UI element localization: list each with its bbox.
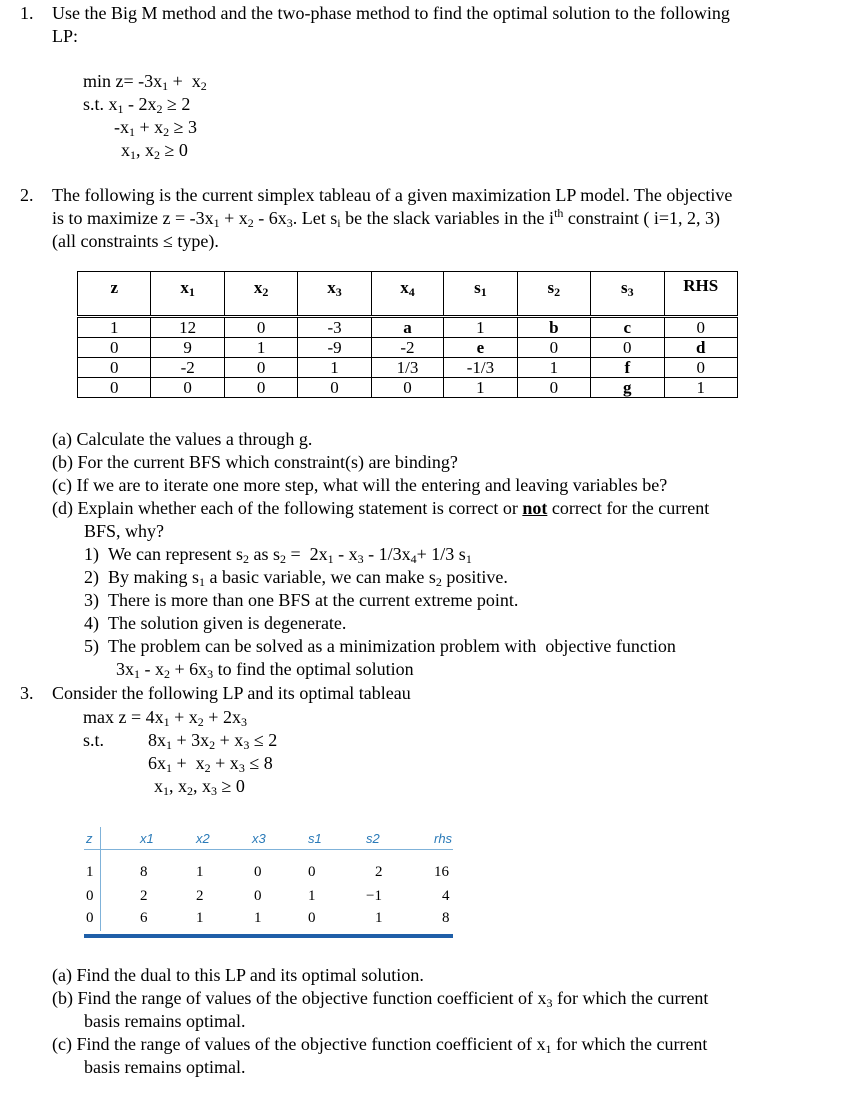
cell-unknown-a: a — [371, 317, 443, 338]
t2-header-x3: x3 — [252, 831, 266, 846]
q2-statement-5-line2: $3x_1 - x_2 + 6x_3$ to find the optimal solution — [116, 659, 414, 681]
q2-line1: The following is the current simplex tableau of a given maximization LP model. The objective — [52, 185, 733, 205]
tableau-row — [78, 358, 738, 378]
t2-header-rule — [84, 849, 453, 850]
t2-cell: 0 — [86, 910, 94, 926]
cell: -9 — [298, 338, 371, 358]
cell: 12 — [151, 317, 224, 338]
cell: 1 — [664, 378, 738, 398]
t2-header-s2: s2 — [366, 831, 380, 846]
tableau-row — [78, 317, 738, 338]
q1-text-line1: Use the Big M method and the two-phase method to find the optimal solution to the following — [52, 3, 730, 23]
cell: 0 — [224, 378, 297, 398]
t2-cell: 2 — [375, 864, 383, 880]
cell-unknown-b: b — [517, 317, 590, 338]
t2-header-x1: x1 — [140, 831, 154, 846]
cell: 1 — [444, 317, 517, 338]
q2-part-c: (c) If we are to iterate one more step, what will the entering and leaving variables be? — [52, 475, 668, 495]
t2-z-column-rule — [100, 827, 101, 931]
header-s2: $s_2$ — [517, 272, 590, 317]
header-rhs: RHS — [664, 272, 738, 317]
header-x3: $x_3$ — [298, 272, 371, 317]
q3-part-c-line2: basis remains optimal. — [84, 1057, 246, 1077]
tableau-row — [78, 378, 738, 398]
q2-part-d-line2: BFS, why? — [84, 521, 165, 541]
cell: 1 — [224, 338, 297, 358]
t2-cell: 8 — [140, 864, 148, 880]
cell: 0 — [517, 378, 590, 398]
t2-header-rhs: rhs — [434, 831, 453, 846]
tableau-header-row — [78, 272, 738, 317]
t2-header-s1: s1 — [308, 831, 322, 846]
t2-cell: 2 — [140, 888, 148, 904]
cell: 0 — [224, 358, 297, 378]
t2-cell: 1 — [254, 910, 262, 926]
header-z: z — [78, 272, 151, 317]
q2-statement-5: 5) The problem can be solved as a minimization problem with objective function — [84, 636, 676, 656]
t2-cell: 4 — [442, 888, 450, 904]
q2-statement-2: 2) By making $s_1$ a basic variable, we can make $s_2$ positive. — [84, 567, 508, 589]
cell: 0 — [78, 338, 151, 358]
t2-header-z: z — [86, 831, 93, 846]
t2-cell: 1 — [308, 888, 316, 904]
q3-st-label: s.t. — [83, 730, 105, 750]
q2-statement-1: 1) We can represent $s_2$ as $s_2 = 2x_1 - x_3 - 1/3x_4+ 1/3$ $s_1$ — [84, 544, 472, 566]
q1-constraint-2: $-x_1 + x_2 \ge 3$ — [114, 117, 198, 139]
t2-cell: 0 — [308, 910, 316, 926]
q2-part-b: (b) For the current BFS which constraint(s) are binding? — [52, 452, 458, 472]
header-s1: $s_1$ — [444, 272, 517, 317]
tableau-row — [78, 338, 738, 358]
q2-statement-3: 3) There is more than one BFS at the current extreme point. — [84, 590, 519, 610]
cell: 0 — [371, 378, 443, 398]
q2-part-d: (d) Explain whether each of the following statement is correct or not correct for the current — [52, 498, 710, 518]
cell: 0 — [664, 317, 738, 338]
q3-number: 3. — [20, 683, 34, 703]
cell-unknown-f: f — [591, 358, 664, 378]
cell: 0 — [298, 378, 371, 398]
q2-part-a: (a) Calculate the values a through g. — [52, 429, 313, 449]
header-s3: $s_3$ — [591, 272, 664, 317]
q2-statement-4: 4) The solution given is degenerate. — [84, 613, 347, 633]
q3-nonnegativity: $x_1$, $x_2$, $x_3 \ge 0$ — [154, 776, 245, 798]
q1-text-line2: LP: — [52, 26, 79, 46]
q3-constraint-1: $8x_1 + 3x_2 + x_3 \le 2$ — [148, 730, 278, 752]
simplex-tableau-q2 — [77, 271, 738, 398]
cell: -1/3 — [444, 358, 517, 378]
t2-cell: 8 — [442, 910, 450, 926]
cell: 1 — [78, 317, 151, 338]
t2-cell: 0 — [86, 888, 94, 904]
cell: 1/3 — [371, 358, 443, 378]
cell-unknown-c: c — [591, 317, 664, 338]
cell-unknown-d: d — [664, 338, 738, 358]
header-x4: $x_4$ — [371, 272, 443, 317]
t2-header-x2: x2 — [196, 831, 210, 846]
cell: 0 — [224, 317, 297, 338]
header-x1: $x_1$ — [151, 272, 224, 317]
t2-cell: −1 — [366, 888, 382, 904]
header-x2: $x_2$ — [224, 272, 297, 317]
t2-bottom-bar — [84, 934, 453, 938]
q3-part-a: (a) Find the dual to this LP and its optimal solution. — [52, 965, 424, 985]
cell: 9 — [151, 338, 224, 358]
cell: 0 — [664, 358, 738, 378]
cell: 0 — [517, 338, 590, 358]
cell: -2 — [371, 338, 443, 358]
t2-cell: 0 — [254, 864, 262, 880]
q2-number: 2. — [20, 185, 34, 205]
q1-nonnegativity: $x_1$, $x_2 \ge 0$ — [121, 140, 188, 162]
t2-cell: 2 — [196, 888, 204, 904]
t2-cell: 1 — [196, 864, 204, 880]
cell: 1 — [517, 358, 590, 378]
t2-cell: 0 — [254, 888, 262, 904]
cell-unknown-g: g — [591, 378, 664, 398]
cell-unknown-e: e — [444, 338, 517, 358]
cell: -3 — [298, 317, 371, 338]
q2-line2: is to maximize $z = -3x_1 + x_2 - 6x_3$. Let $s_i$ be the slack variables in the $i^{th}$ constraint ( i=1, 2, 3) — [52, 206, 721, 230]
q3-constraint-2: $6x_1 + x_2 + x_3 \le 8$ — [148, 753, 273, 775]
q3-part-b: (b) Find the range of values of the objective function coefficient of $x_3$ for which the current — [52, 988, 709, 1010]
cell: 0 — [151, 378, 224, 398]
cell: 0 — [78, 378, 151, 398]
cell: -2 — [151, 358, 224, 378]
t2-cell: 1 — [86, 864, 94, 880]
cell: 0 — [78, 358, 151, 378]
q3-intro: Consider the following LP and its optimal tableau — [52, 683, 411, 703]
t2-cell: 0 — [308, 864, 316, 880]
cell: 1 — [298, 358, 371, 378]
q1-number: 1. — [20, 3, 34, 23]
t2-cell: 6 — [140, 910, 148, 926]
t2-cell: 1 — [196, 910, 204, 926]
cell: 1 — [444, 378, 517, 398]
t2-cell: 16 — [434, 864, 449, 880]
q1-objective: $\min z= -3x_1 + x_2$ — [83, 71, 207, 93]
q3-part-b-line2: basis remains optimal. — [84, 1011, 246, 1031]
q3-part-c: (c) Find the range of values of the objective function coefficient of $x_1$ for which the current — [52, 1034, 708, 1056]
q1-constraint-1: s.t. $x_1 - 2x_2 \ge 2$ — [83, 94, 191, 116]
q3-objective: $\max z = 4x_1 + x_2 + 2x_3$ — [83, 707, 247, 729]
t2-cell: 1 — [375, 910, 383, 926]
cell: 0 — [591, 338, 664, 358]
q2-line3: (all constraints ≤ type). — [52, 231, 219, 251]
optimal-tableau-q3 — [84, 827, 453, 940]
